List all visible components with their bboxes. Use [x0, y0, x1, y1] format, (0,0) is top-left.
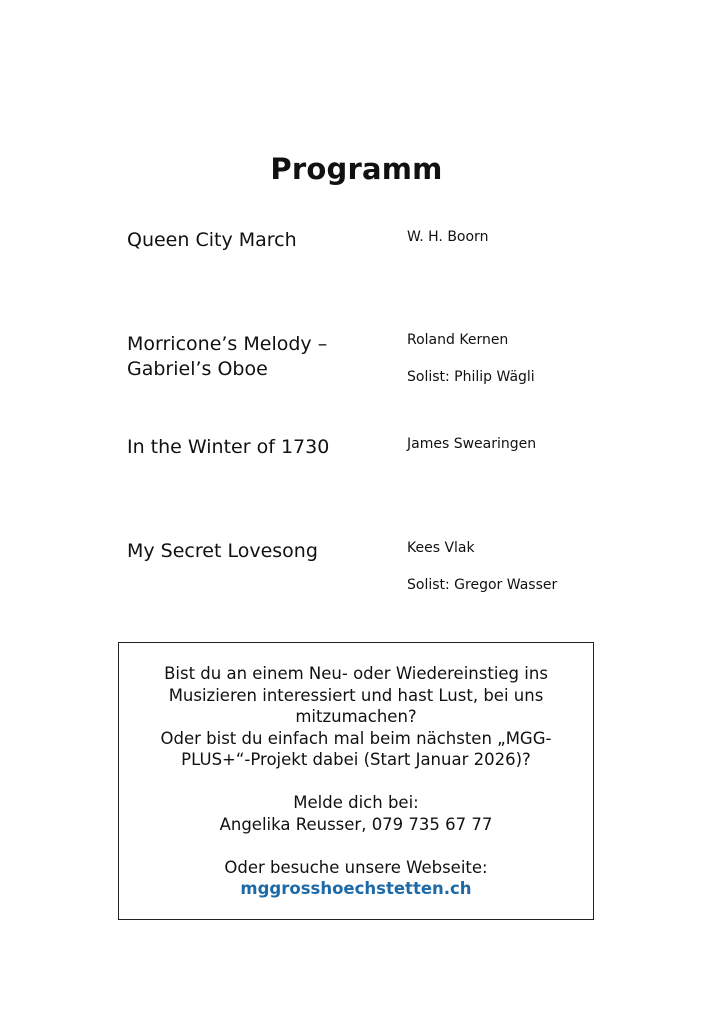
spacer	[119, 771, 593, 793]
piece-title-line-2: Gabriel’s Oboe	[127, 358, 268, 380]
info-line-2: Musizieren interessiert und hast Lust, bei uns	[168, 685, 544, 705]
info-line-1: Bist du an einem Neu- oder Wiedereinstieg ins	[164, 664, 548, 683]
piece-title: My Secret Lovesong	[127, 540, 318, 562]
info-line-5: PLUS+“-Projekt dabei (Start Januar 2026)?	[181, 750, 531, 769]
program-piece-3	[127, 435, 387, 460]
program-piece-2	[127, 332, 387, 382]
page-title: Programm	[270, 152, 443, 186]
piece-title: In the Winter of 1730	[127, 436, 330, 458]
program-composer-2: Roland Kernen	[407, 332, 509, 348]
spacer	[119, 835, 593, 857]
piece-title: Queen City March	[127, 229, 297, 251]
program-soloist-4: Solist: Gregor Wasser	[407, 577, 558, 593]
website-link[interactable]: mggrosshoechstetten.ch	[240, 879, 472, 898]
website-heading: Oder besuche unsere Webseite:	[224, 857, 488, 877]
program-piece-1	[127, 228, 387, 253]
program-soloist-2: Solist: Philip Wägli	[407, 369, 535, 385]
program-composer-1: W. H. Boorn	[407, 229, 489, 245]
contact-details: Angelika Reusser, 079 735 67 77	[219, 814, 493, 834]
info-line-3: mitzumachen?	[295, 707, 417, 726]
program-composer-4: Kees Vlak	[407, 540, 475, 556]
program-composer-3: James Swearingen	[407, 436, 537, 452]
info-line-4: Oder bist du einfach mal beim nächsten „MGG-	[160, 728, 552, 748]
info-box	[118, 642, 594, 920]
piece-title-line-1: Morricone’s Melody –	[127, 333, 328, 355]
info-text	[119, 663, 593, 900]
program-piece-4	[127, 539, 387, 564]
contact-heading: Melde dich bei:	[293, 793, 419, 812]
